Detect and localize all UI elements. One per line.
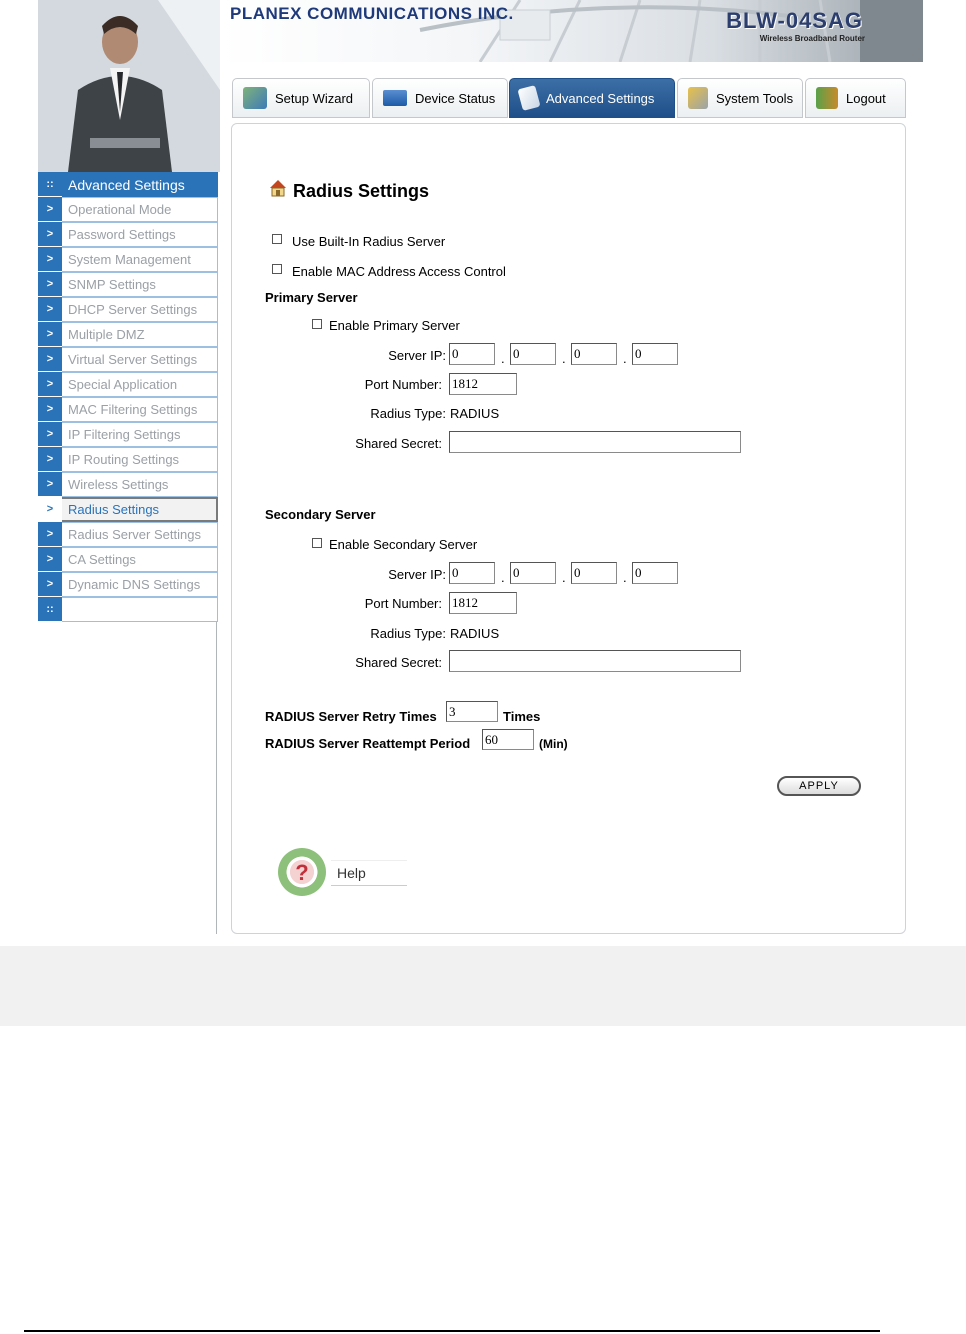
- primary-ip-octet-2[interactable]: [510, 343, 556, 365]
- chevron-right-icon: >: [38, 322, 62, 347]
- sidebar-item-label: System Management: [62, 247, 218, 272]
- setup-wizard-icon: [243, 87, 267, 109]
- sidebar-item-label: Radius Settings: [62, 497, 218, 522]
- sidebar-item-dhcp-server-settings[interactable]: [38, 297, 218, 322]
- sidebar-item-special-application[interactable]: [38, 372, 218, 397]
- chevron-right-icon: >: [38, 447, 62, 472]
- tab-system-tools[interactable]: [677, 78, 803, 118]
- enable-mac-access-label: Enable MAC Address Access Control: [292, 264, 506, 279]
- apply-button[interactable]: APPLY: [777, 776, 861, 796]
- sidebar-item-multiple-dmz[interactable]: [38, 322, 218, 347]
- use-builtin-radius-checkbox[interactable]: [272, 234, 282, 244]
- chevron-right-icon: >: [38, 347, 62, 372]
- sidebar-item-label: Dynamic DNS Settings: [62, 572, 218, 597]
- tab-label: System Tools: [716, 90, 794, 106]
- primary-radius-type-value: RADIUS: [450, 406, 500, 421]
- primary-ip-octet-1[interactable]: [449, 343, 495, 365]
- ip-dot: .: [623, 351, 627, 366]
- sidebar-item-label: MAC Filtering Settings: [62, 397, 218, 422]
- sidebar-item-wireless-settings[interactable]: [38, 472, 218, 497]
- sidebar-item-mac-filtering-settings[interactable]: [38, 397, 218, 422]
- sidebar-item-label: Special Application: [62, 372, 218, 397]
- chevron-right-icon: >: [38, 547, 62, 572]
- primary-server-ip-label: Server IP:: [388, 348, 446, 363]
- tab-label: Advanced Settings: [546, 90, 655, 106]
- ip-dot: .: [562, 351, 566, 366]
- sidebar-item-label: Virtual Server Settings: [62, 347, 218, 372]
- secondary-server-heading: Secondary Server: [265, 507, 376, 522]
- secondary-port-label: Port Number:: [364, 596, 442, 611]
- primary-ip-octet-3[interactable]: [571, 343, 617, 365]
- help-question-icon[interactable]: [278, 848, 326, 896]
- chevron-right-icon: >: [38, 222, 62, 247]
- reattempt-period-label: RADIUS Server Reattempt Period: [265, 736, 471, 751]
- enable-secondary-server-label: Enable Secondary Server: [329, 537, 478, 552]
- secondary-server-ip-label: Server IP:: [388, 567, 446, 582]
- secondary-radius-type-value: RADIUS: [450, 626, 500, 641]
- enable-secondary-server-checkbox[interactable]: [312, 538, 322, 548]
- header-photo: [38, 0, 220, 172]
- model-subtitle: Wireless Broadband Router: [759, 34, 865, 43]
- secondary-ip-octet-1[interactable]: [449, 562, 495, 584]
- chevron-right-icon: >: [38, 397, 62, 422]
- sidebar-item-label: IP Filtering Settings: [62, 422, 218, 447]
- company-name: PLANEX COMMUNICATIONS INC.: [230, 4, 514, 23]
- tab-label: Setup Wizard: [275, 90, 354, 106]
- chevron-right-icon: >: [38, 272, 62, 297]
- grip-icon: ::: [38, 597, 62, 622]
- retry-times-label: RADIUS Server Retry Times: [265, 709, 437, 724]
- sidebar-footer: [38, 597, 218, 622]
- sidebar-item-label: SNMP Settings: [62, 272, 218, 297]
- chevron-right-icon: >: [38, 297, 62, 322]
- sidebar-item-ip-filtering-settings[interactable]: [38, 422, 218, 447]
- page-title: Radius Settings: [293, 181, 430, 201]
- sidebar-item-dynamic-dns-settings[interactable]: [38, 572, 218, 597]
- chevron-right-icon: >: [38, 247, 62, 272]
- sidebar-item-label: Wireless Settings: [62, 472, 218, 497]
- monitor-icon: [383, 90, 407, 106]
- chevron-right-icon: >: [38, 422, 62, 447]
- enable-primary-server-label: Enable Primary Server: [329, 318, 460, 333]
- secondary-ip-octet-3[interactable]: [571, 562, 617, 584]
- tools-icon: [688, 87, 708, 109]
- header-banner: [220, 0, 923, 62]
- footer-band: [0, 946, 966, 1026]
- primary-shared-secret-label: Shared Secret:: [355, 436, 442, 451]
- sidebar-item-ca-settings[interactable]: [38, 547, 218, 572]
- chevron-right-icon: >: [38, 472, 62, 497]
- sidebar-item-virtual-server-settings[interactable]: [38, 347, 218, 372]
- chevron-right-icon: >: [38, 572, 62, 597]
- retry-times-unit: Times: [503, 709, 541, 724]
- ip-dot: .: [562, 570, 566, 585]
- model-name: BLW-04SAG: [726, 8, 863, 33]
- sidebar-item-system-management[interactable]: [38, 247, 218, 272]
- primary-ip-octet-4[interactable]: [632, 343, 678, 365]
- sidebar-footer-blank: [62, 597, 218, 622]
- sidebar-item-operational-mode[interactable]: [38, 197, 218, 222]
- sidebar-title: Advanced Settings: [62, 172, 218, 197]
- use-builtin-radius-label: Use Built-In Radius Server: [292, 234, 446, 249]
- exit-door-icon: [816, 87, 838, 109]
- sidebar-item-label: DHCP Server Settings: [62, 297, 218, 322]
- sidebar-item-label: CA Settings: [62, 547, 218, 572]
- home-icon: [268, 178, 290, 200]
- secondary-port-input[interactable]: [449, 592, 517, 614]
- document-icon: [517, 85, 540, 111]
- sidebar-item-radius-server-settings[interactable]: [38, 522, 218, 547]
- help-link[interactable]: Help: [331, 860, 407, 886]
- ip-dot: .: [623, 570, 627, 585]
- tab-setup-wizard[interactable]: [232, 78, 370, 118]
- sidebar-divider: [216, 622, 217, 934]
- reattempt-period-input[interactable]: [482, 729, 534, 750]
- svg-text:?: ?: [295, 860, 309, 885]
- tab-logout[interactable]: [805, 78, 906, 118]
- ip-dot: .: [501, 351, 505, 366]
- primary-server-heading: Primary Server: [265, 290, 358, 305]
- primary-shared-secret-input[interactable]: [449, 431, 741, 453]
- tab-label: Logout: [846, 90, 886, 106]
- chevron-right-icon: >: [38, 197, 62, 222]
- sidebar-item-label: Operational Mode: [62, 197, 218, 222]
- retry-times-input[interactable]: [446, 701, 498, 722]
- primary-radius-type-label: Radius Type:: [370, 406, 446, 421]
- enable-mac-access-checkbox[interactable]: [272, 264, 282, 274]
- tab-label: Device Status: [415, 90, 496, 106]
- grip-icon: ::: [38, 172, 62, 197]
- enable-primary-server-checkbox[interactable]: [312, 319, 322, 329]
- ip-dot: .: [501, 570, 505, 585]
- sidebar-item-ip-routing-settings[interactable]: [38, 447, 218, 472]
- primary-port-label: Port Number:: [364, 377, 442, 392]
- sidebar-item-label: IP Routing Settings: [62, 447, 218, 472]
- tab-advanced-settings[interactable]: [509, 78, 675, 118]
- sidebar-header: [38, 172, 218, 197]
- secondary-shared-secret-input[interactable]: [449, 650, 741, 672]
- chevron-right-icon: >: [38, 522, 62, 547]
- chevron-right-icon: >: [38, 497, 62, 522]
- secondary-radius-type-label: Radius Type:: [370, 626, 446, 641]
- sidebar-item-snmp-settings[interactable]: [38, 272, 218, 297]
- sidebar-item-radius-settings[interactable]: [38, 497, 218, 522]
- bottom-rule: [24, 1330, 880, 1332]
- secondary-ip-octet-2[interactable]: [510, 562, 556, 584]
- secondary-shared-secret-label: Shared Secret:: [355, 655, 442, 670]
- sidebar-item-label: Radius Server Settings: [62, 522, 218, 547]
- sidebar-item-password-settings[interactable]: [38, 222, 218, 247]
- tab-device-status[interactable]: [372, 78, 508, 118]
- sidebar-item-label: Password Settings: [62, 222, 218, 247]
- secondary-ip-octet-4[interactable]: [632, 562, 678, 584]
- sidebar-menu: [38, 172, 218, 622]
- chevron-right-icon: >: [38, 372, 62, 397]
- sidebar-item-label: Multiple DMZ: [62, 322, 218, 347]
- primary-port-input[interactable]: [449, 373, 517, 395]
- reattempt-period-unit: (Min): [539, 737, 568, 751]
